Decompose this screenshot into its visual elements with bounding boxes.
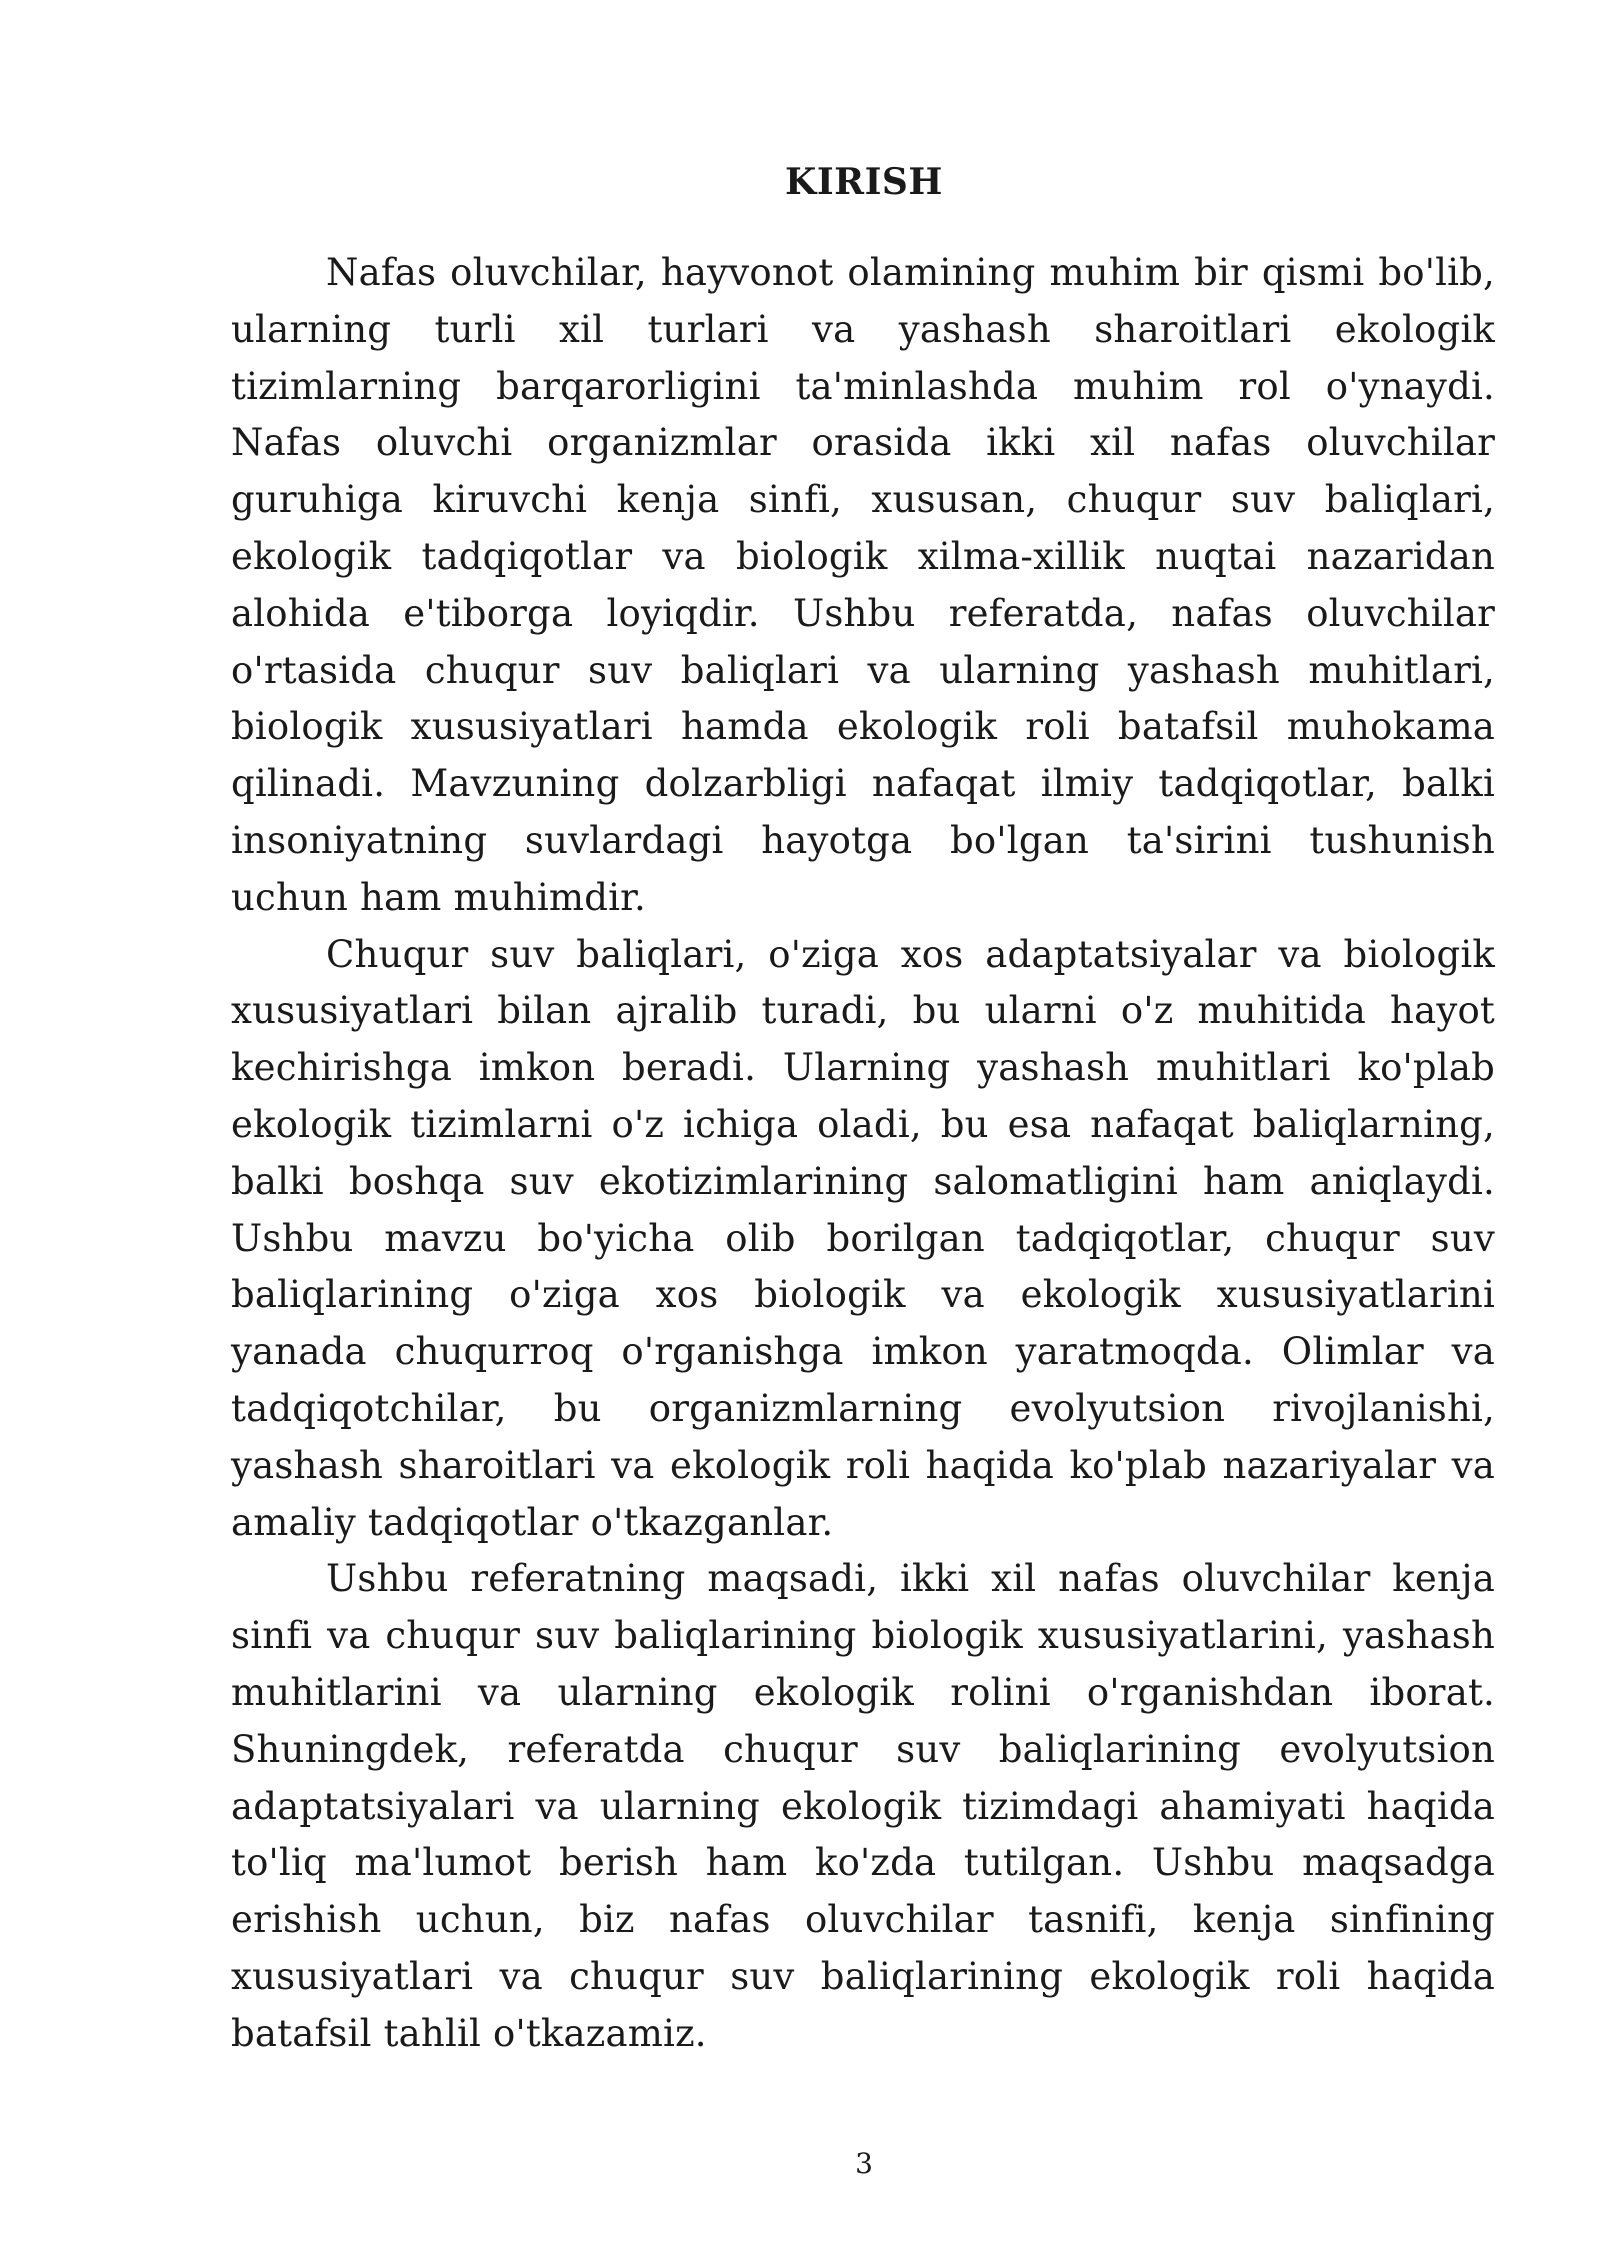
page-title: KIRISH (785, 161, 943, 203)
paragraph-3: Ushbu referatning maqsadi, ikki xil nafas oluvchilar kenja sinfi va chuqur suv baliqlarining biologik xususiyatlarini, yashash muhitlarini va ularning ekologik rolini o'rganishdan iborat. Shuningdek, referatda chuqur suv baliqlarining evolyutsion adaptatsiyalari va ularning ekologik tizimdagi ahamiyati haqida to'liq ma'lumot berish ham ko'zda tutilgan. Ushbu maqsadga erishish uchun, biz nafas oluvchilar tasnifi, kenja sinfining xususiyatlari va chuqur suv baliqlarining ekologik roli haqida batafsil tahlil o'tkazamiz. (231, 1557, 1495, 2055)
page-number: 3 (855, 2147, 873, 2180)
paragraph-2: Chuqur suv baliqlari, o'ziga xos adaptatsiyalar va biologik xususiyatlari bilan ajralib turadi, bu ularni o'z muhitida hayot kechirishga imkon beradi. Ularning yashash muhitlari ko'plab ekologik tizimlarni o'z ichiga oladi, bu esa nafaqat baliqlarning, balki boshqa suv ekotizimlarining salomatligini ham aniqlaydi. Ushbu mavzu bo'yicha olib borilgan tadqiqotlar, chuqur suv baliqlarining o'ziga xos biologik va ekologik xususiyatlarini yanada chuqurroq o'rganishga imkon yaratmoqda. Olimlar va tadqiqotchilar, bu organizmlarning evolyutsion rivojlanishi, yashash sharoitlari va ekologik roli haqida ko'plab nazariyalar va amaliy tadqiqotlar o'tkazganlar. (231, 932, 1495, 1544)
paragraph-1: Nafas oluvchilar, hayvonot olamining muhim bir qismi bo'lib, ularning turli xil turlari va yashash sharoitlari ekologik tizimlarning barqarorligini ta'minlashda muhim rol o'ynaydi. Nafas oluvchi organizmlar orasida ikki xil nafas oluvchilar guruhiga kiruvchi kenja sinfi, xususan, chuqur suv baliqlari, ekologik tadqiqotlar va biologik xilma-xillik nuqtai nazaridan alohida e'tiborga loyiqdir. Ushbu referatda, nafas oluvchilar o'rtasida chuqur suv baliqlari va ularning yashash muhitlari, biologik xususiyatlari hamda ekologik roli batafsil muhokama qilinadi. Mavzuning dolzarbligi nafaqat ilmiy tadqiqotlar, balki insoniyatning suvlardagi hayotga bo'lgan ta'sirini tushunish uchun ham muhimdir. (231, 251, 1495, 919)
body-text (231, 245, 1495, 2063)
